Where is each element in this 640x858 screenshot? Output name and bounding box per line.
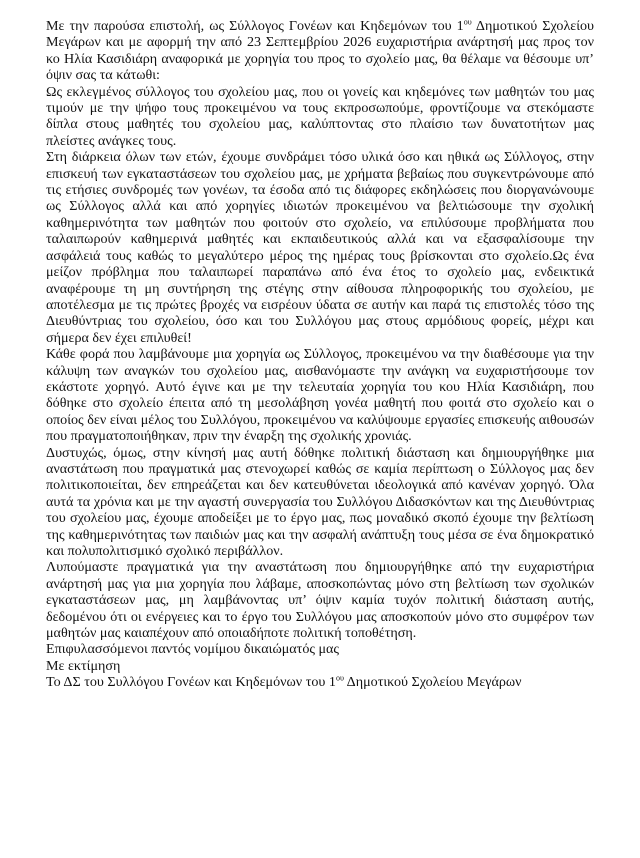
paragraph-association-support: Στη διάρκεια όλων των ετών, έχουμε συνδράμει τόσο υλικά όσο και ηθικά ως Σύλλογος, στην επισκευή των εγκαταστάσεων του σχολείου μας, με χρήματα βεβαίως που συγκεντρώνουμε από τις ετήσιες συνδρομές των γονέων, τα έσοδα από τις διάφορες εκδηλώσεις που διοργανώνουμε ως Σύλλογος αλλά και από χορηγίες ιδιωτών προκειμένου να βελτιώσουμε την σχολική καθημερινότητα των μαθητών που φοιτούν στο σχολείο, να επιλύσουμε προβλήματα που ταλαιπωρούν καθημερινά μαθητές και εκπαιδευτικούς αλλά και να εξασφαλίσουμε την ασφάλειά τους καθώς το μεγαλύτερο μέρος της ημέρας τους βρίσκονται στο σχολείο.Ως ένα μείζον πρόβλημα που ταλαιπωρεί παραπάνω από ένα έτος το σχολείο μας, ενδεικτικά αναφέρουμε τη μη συντήρηση της στέγης στην αίθουσα πληροφορικής του σχολείου, με αποτέλεσμα με τις πρώτες βροχές να εισρέουν ύδατα σε αυτήν και παρά τις επιστολές τόσο της Διευθύντριας του σχολείου, όσο και του Συλλόγου μας στους αρμόδιους φορείς, μέχρι και σήμερα δεν έχει επιλυθεί!: [46, 149, 594, 346]
signature-text-start: Το ΔΣ του Συλλόγου Γονέων και Κηδεμόνων του 1: [46, 674, 336, 691]
closing-reservation: Επιφυλασσόμενοι παντός νομίμου δικαιώματός μας: [46, 641, 339, 658]
signature-text-end: Δημοτικού Σχολείου Μεγάρων: [343, 674, 522, 691]
intro-paragraph: [46, 18, 594, 84]
paragraph-association-role: Ως εκλεγμένος σύλλογος του σχολείου μας, που οι γονείς και κηδεμόνες των μαθητών του μας τιμούν με την ψήφο τους προκειμένου να τους εκπροσωπούμε, φροντίζουμε να στεκόμαστε δίπλα στους μαθητές του σχολείου μας, καλύπτοντας στο πλαίσιο των δυνατοτήτων μας πλείστες ανάγκες τους.: [46, 83, 594, 149]
paragraph-apology: Λυπούμαστε πραγματικά για την αναστάτωση που δημιουργήθηκε από την ευχαριστήρια ανάρτησή μας για μια χορηγία που λάβαμε, αποσκοπώντας μόνο στη βελτίωση των σχολικών εγκαταστάσεων μας, μη λαμβάνοντας υπ’ όψιν καμία τυχόν πολιτική διάσταση αυτής, δεδομένου ότι οι ενέργειες και το έργο του Συλλόγου μας αποσκοπούν μόνο στο συμφέρον των μαθητών μας καιαπέχουν από οποιαδήποτε πολιτική τοποθέτηση.: [46, 559, 594, 642]
paragraph-sponsorship-thanks: Κάθε φορά που λαμβάνουμε μια χορηγία ως Σύλλογος, προκειμένου να την διαθέσουμε για την κάλυψη των αναγκών του σχολείου μας, αισθανόμαστε την ανάγκη να ευχαριστήσουμε τον εκάστοτε χορηγό. Αυτό έγινε και με την τελευταία χορηγία του κου Ηλία Κασιδιάρη, που δόθηκε στο σχολείο έπειτα από τη μεσολάβηση γονέα μαθητή που φοιτά στο σχολείο και ο οποίος δεν είναι μέλος του Συλλόγου, προκειμένου να καλύψουμε εργασίες επισκευής αιθουσών που πραγματοποιήθηκαν, πριν την έναρξη της σχολικής χρονιάς.: [46, 346, 594, 445]
intro-text-end: Δημοτικού Σχολείου Μεγάρων και με αφορμή την από 23 Σεπτεμβρίου 2026 ευχαριστήρια ανάρτησή μας προς τον κο Ηλία Κασιδιάρη αναφορικά με χορηγία του προς το σχολείο μας, θα θέλαμε να θέσουμε υπ’ όψιν σας τα κάτωθι:: [46, 18, 595, 84]
intro-text-start: Με την παρούσα επιστολή, ως Σύλλογος Γονέων και Κηδεμόνων του 1: [46, 18, 464, 34]
ordinal-superscript: ου: [463, 17, 472, 27]
closing-regards: Με εκτίμηση: [46, 657, 121, 674]
signature-line: [46, 674, 594, 690]
paragraph-political-dimension: Δυστυχώς, όμως, στην κίνησή μας αυτή δόθηκε πολιτική διάσταση και δημιουργήθηκε μια αναστάτωση που πραγματικά μας στενοχωρεί καθώς σε καμία περίπτωση ο Σύλλογος μας δεν πολιτικοποιείται, δεν επηρεάζεται και δεν κατευθύνεται ιδεολογικά από κανέναν χορηγό. Όλα αυτά τα χρόνια και με την αγαστή συνεργασία του Συλλόγου Διδασκόντων και της Διευθύντριας του σχολείου μας, έχουμε αποδείξει με το έργο μας, πως μοναδικό σκοπό έχουμε την βελτίωση της καθημερινότητας των παιδιών μας και την ασφαλή ανάπτυξη τους μέσα σε ένα δημοκρατικό και πολυπολιτισμικό σχολικό περιβάλλον.: [46, 444, 594, 559]
signature-ordinal-superscript: ου: [335, 673, 344, 683]
